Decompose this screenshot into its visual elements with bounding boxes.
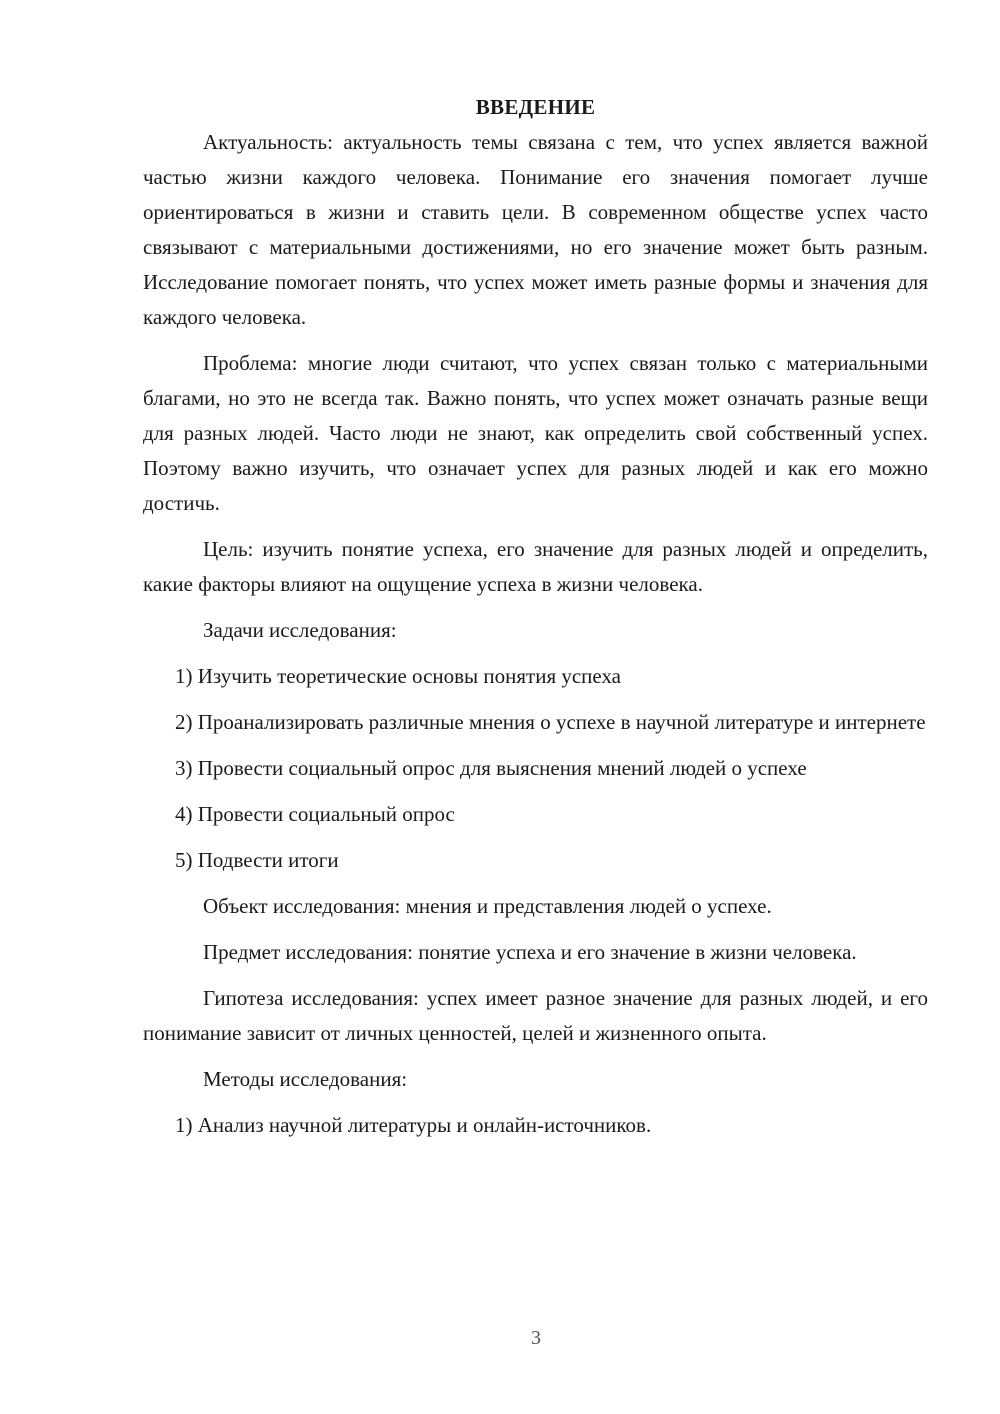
section-title: ВВЕДЕНИЕ	[475, 95, 596, 119]
paragraph-hypothesis: Гипотеза исследования: успех имеет разное значение для разных людей, и его понимание зависит от личных ценностей, целей и жизненного опыта.	[143, 986, 928, 1045]
task-item: 5) Подвести итоги	[175, 848, 339, 872]
paragraph-object: Объект исследования: мнения и представления людей о успехе.	[203, 894, 772, 918]
paragraph-problem: Проблема: многие люди считают, что успех связан только с материальными благами, но это не всегда так. Важно понять, что успех может означать разные вещи для разных людей. Часто люди не знают, как определить свой собственный успех. Поэтому важно изучить, что означает успех для разных людей и как его можно достичь.	[143, 351, 928, 515]
task-item: 1) Изучить теоретические основы понятия успеха	[175, 664, 622, 688]
paragraph-goal: Цель: изучить понятие успеха, его значение для разных людей и определить, какие факторы влияют на ощущение успеха в жизни человека.	[143, 537, 928, 596]
task-item: 2) Проанализировать различные мнения о успехе в научной литературе и интернете	[175, 710, 926, 734]
method-item: 1) Анализ научной литературы и онлайн-источников.	[175, 1113, 652, 1137]
task-item: 4) Провести социальный опрос	[175, 802, 455, 826]
tasks-heading: Задачи исследования:	[203, 618, 397, 642]
paragraph-relevance: Актуальность: актуальность темы связана с тем, что успех является важной частью жизни каждого человека. Понимание его значения помогает лучше ориентироваться в жизни и ставить цели. В современном обществе успех часто связывают с материальными достижениями, но его значение может быть разным. Исследование помогает понять, что успех может иметь разные формы и значения для каждого человека.	[143, 130, 928, 329]
task-item: 3) Провести социальный опрос для выяснения мнений людей о успехе	[175, 756, 807, 780]
paragraph-subject: Предмет исследования: понятие успеха и его значение в жизни человека.	[203, 940, 857, 964]
methods-heading: Методы исследования:	[203, 1067, 408, 1091]
page-content	[143, 90, 928, 1154]
page-number: 3	[531, 1327, 541, 1349]
